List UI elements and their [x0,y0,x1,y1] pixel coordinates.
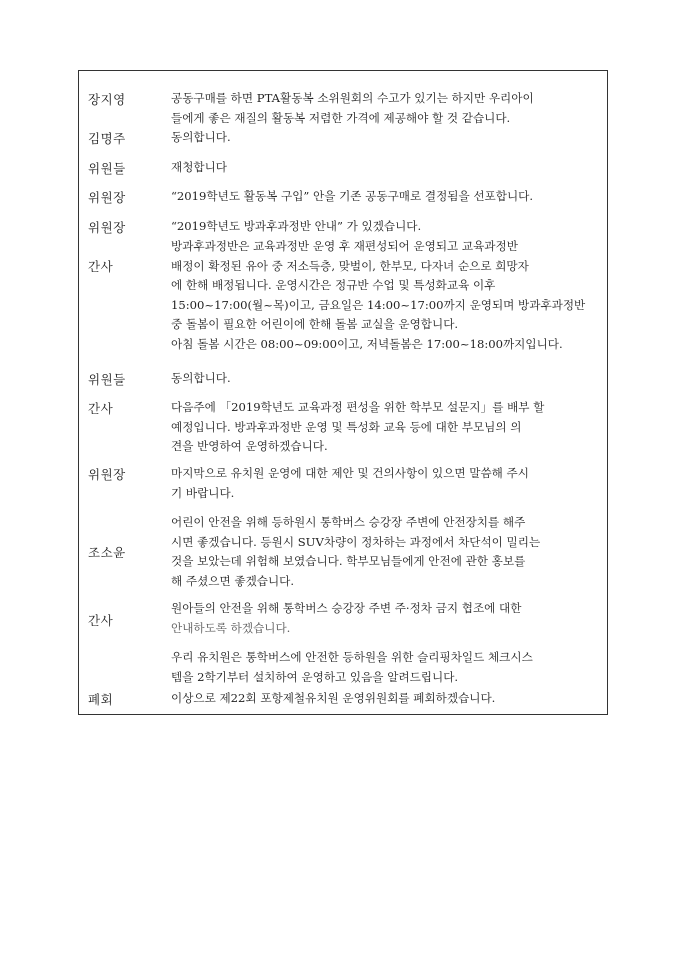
speaker-name: 간사 [88,259,114,274]
statement [171,398,596,457]
speaker-name: 간사 [88,613,114,628]
speaker-name: 간사 [88,401,114,416]
statement-line: 방과후과정반은 교육과정반 운영 후 재편성되어 운영되고 교육과정반 [171,239,518,253]
statement-line: 재청합니다 [171,160,227,174]
speaker-name: 폐회 [88,692,114,707]
speaker-name: 조소윤 [88,545,126,560]
statement-line: 예정입니다. 방과후과정반 운영 및 특성화 교육 등에 대한 부모님의 의 [171,419,522,434]
statement-line: “2019학년도 활동복 구입” 안을 기존 공동구매로 결정됨을 선포합니다. [171,189,534,203]
statement [171,369,596,389]
speaker-name: 장지영 [88,92,126,107]
speaker-name: 위원장 [88,467,126,482]
statement-line: 안내하도록 하겠습니다. [171,620,291,635]
statement-line: “2019학년도 방과후과정반 안내” 가 있겠습니다. [171,219,422,233]
statement-line: 원아들의 안전을 위해 통학버스 승강장 주변 주·정차 금지 협조에 대한 [171,601,522,615]
statement-line: 견을 반영하여 운영하겠습니다. [171,439,328,453]
statement [171,237,596,354]
statement-line: 중 돌봄이 필요한 어린이에 한해 돌봄 교실을 운영합니다. [171,317,459,331]
statement [171,464,596,503]
statement-line: 배정이 확정된 유아 중 저소득층, 맞벌이, 한부모, 다자녀 순으로 희망자 [171,258,529,273]
speaker-name: 위원들 [88,372,126,387]
statement-line: 공동구매를 하면 PTA활동복 소위원회의 수고가 있기는 하지만 우리아이 [171,91,534,105]
statement-line: 아침 돌봄 시간은 08:00~09:00이고, 저녁돌봄은 17:00~18:00까지입니다. [171,336,563,351]
statement [171,128,596,148]
statement [171,648,596,687]
statement [171,513,596,591]
statement [171,599,596,638]
statement-line: 시면 좋겠습니다. 등원시 SUV차량이 정차하는 과정에서 차단석이 밀리는 [171,534,541,549]
statement-line: 마지막으로 유치원 운영에 대한 제안 및 건의사항이 있으면 말씀해 주시 [171,466,529,480]
statement [171,217,596,237]
statement-line: 기 바랍니다. [171,485,235,500]
statement-line: 것을 보았는데 위험해 보였습니다. 학부모님들에게 안전에 관한 홍보를 [171,554,526,568]
statement-line: 에 한해 배정됩니다. 운영시간은 정규반 수업 및 특성화교육 이후 [171,278,496,292]
speaker-name: 위원장 [88,220,126,235]
statement [171,158,596,178]
statement-line: 어린이 안전을 위해 등하원시 통학버스 승강장 주변에 안전장치를 해주 [171,515,526,529]
statement-line: 다음주에 「2019학년도 교육과정 편성을 위한 학부모 설문지」를 배부 할 [171,400,545,414]
statement-line: 해 주셨으면 좋겠습니다. [171,573,295,588]
statement [171,187,596,207]
statement [171,89,596,128]
statement-line: 이상으로 제22회 포항제철유치원 운영위원회를 폐회하겠습니다. [171,691,496,705]
statement-line: 들에게 좋은 재질의 활동복 저렴한 가격에 제공해야 할 것 같습니다. [171,110,511,125]
statement-line: 동의합니다. [171,371,231,385]
minutes-table [78,70,608,715]
statement-line: 15:00~17:00(월~목)이고, 금요일은 14:00~17:00까지 운영되며 방과후과정반 [171,297,586,312]
statement-line: 템을 2학기부터 설치하여 운영하고 있음을 알려드립니다. [171,669,459,684]
statement [171,689,596,709]
speaker-name: 김명주 [88,131,126,146]
speaker-name: 위원들 [88,161,126,176]
statement-line: 동의합니다. [171,130,231,144]
speaker-name: 위원장 [88,190,126,205]
statement-line: 우리 유치원은 통학버스에 안전한 등하원을 위한 슬리핑차일드 체크시스 [171,650,533,664]
